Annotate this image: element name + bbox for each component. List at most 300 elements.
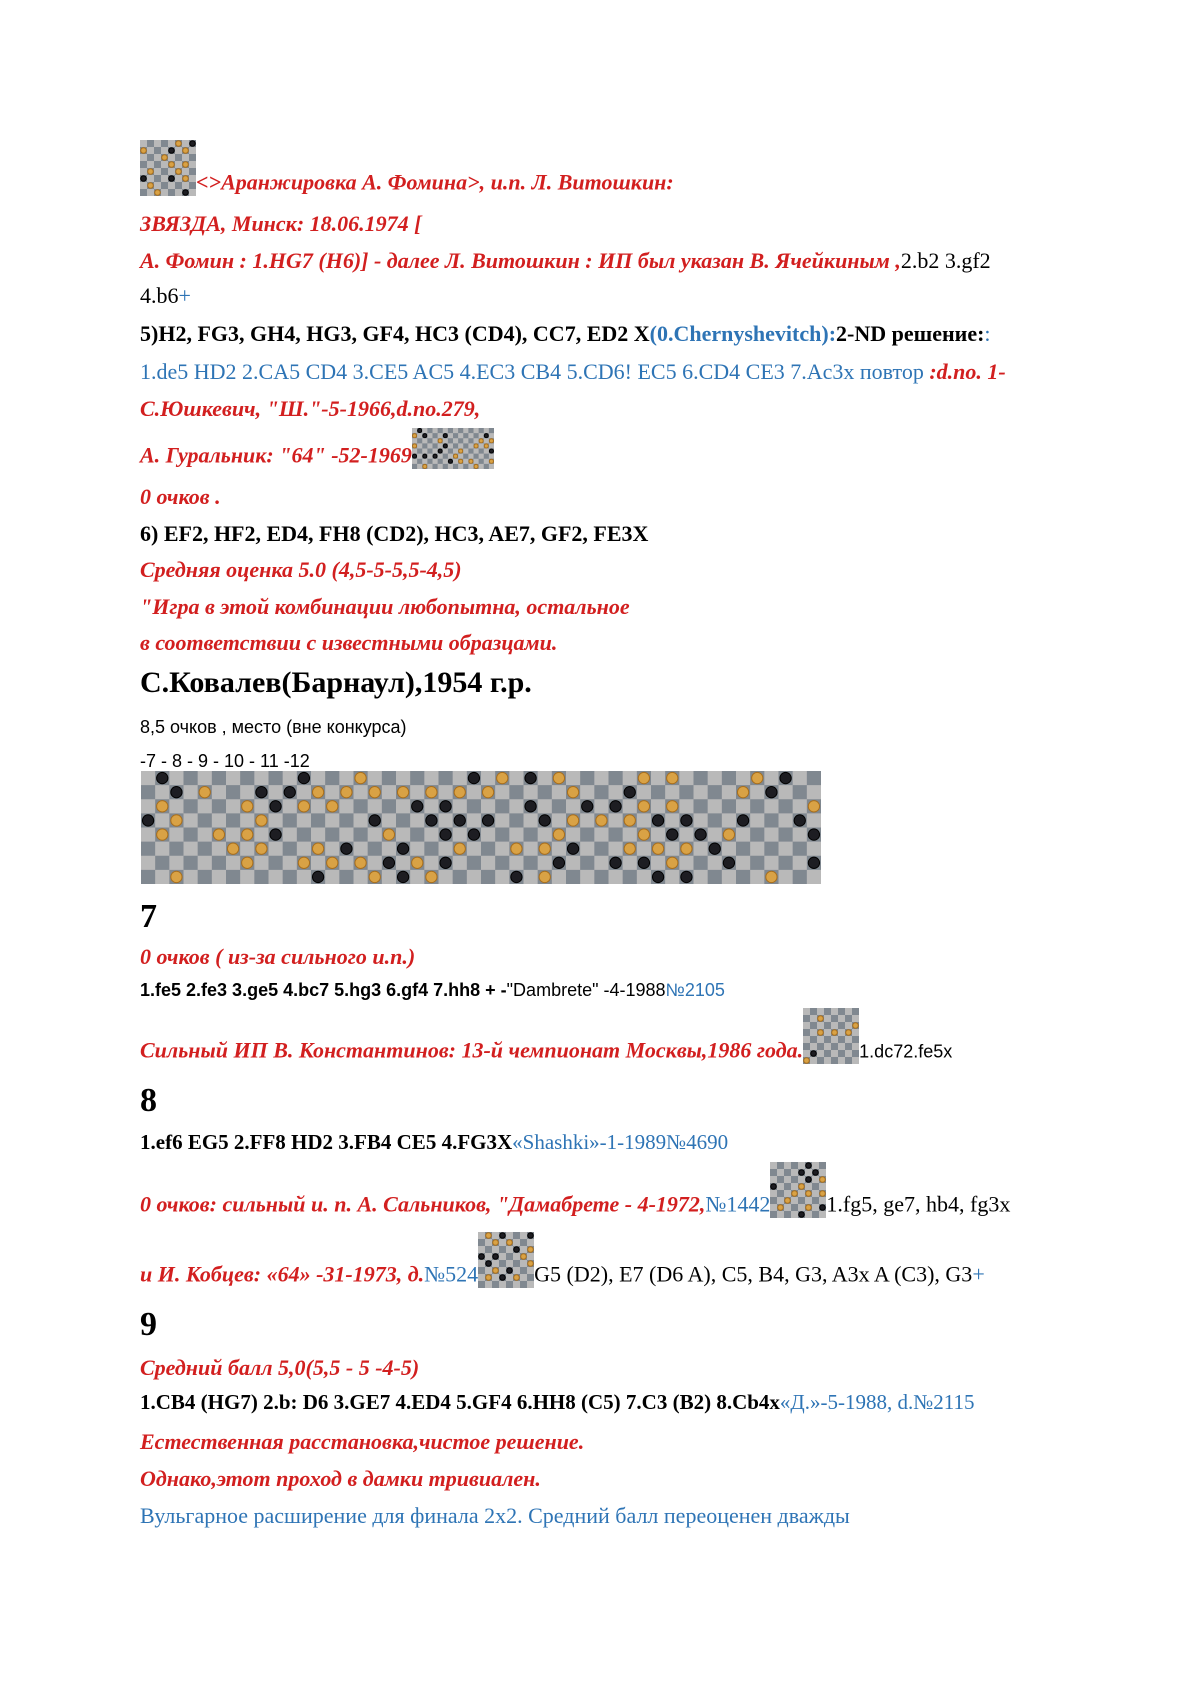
board-square bbox=[468, 449, 474, 455]
black-piece bbox=[652, 815, 663, 826]
board-square bbox=[651, 828, 666, 843]
board-square bbox=[637, 813, 652, 828]
board-square bbox=[240, 842, 255, 857]
board-square bbox=[513, 1253, 521, 1261]
problem8-solution bbox=[140, 1130, 728, 1155]
board-square bbox=[297, 870, 312, 884]
board-square bbox=[189, 182, 196, 190]
fomin-moves-2: 4.b6 bbox=[140, 283, 179, 308]
board-square bbox=[339, 870, 354, 884]
board-square bbox=[297, 828, 312, 843]
black-piece bbox=[610, 857, 621, 868]
board-square bbox=[424, 799, 439, 814]
problem7-number: 7 bbox=[140, 898, 157, 935]
white-piece bbox=[141, 148, 147, 154]
board-square bbox=[141, 799, 156, 814]
white-piece bbox=[528, 1247, 534, 1253]
problem5-position bbox=[140, 321, 991, 347]
board-square bbox=[448, 438, 454, 444]
board-square bbox=[722, 813, 737, 828]
board-square bbox=[810, 1015, 818, 1023]
board-square bbox=[154, 161, 162, 169]
board-square bbox=[473, 459, 479, 465]
problem8-number: 8 bbox=[140, 1082, 157, 1119]
white-piece bbox=[479, 439, 483, 443]
white-piece bbox=[528, 1261, 534, 1267]
board-square bbox=[283, 842, 298, 857]
board-square bbox=[184, 842, 199, 857]
board-square bbox=[443, 459, 449, 465]
board-square bbox=[492, 1246, 500, 1254]
board-square bbox=[538, 828, 553, 843]
white-piece bbox=[454, 787, 465, 798]
board-square bbox=[779, 828, 794, 843]
board-square bbox=[484, 459, 490, 465]
black-piece bbox=[270, 801, 281, 812]
board-square bbox=[845, 1057, 853, 1064]
board-square bbox=[651, 799, 666, 814]
problem5-guralnik bbox=[140, 428, 494, 469]
board-square bbox=[791, 1169, 799, 1177]
board-square bbox=[439, 842, 454, 857]
board-square bbox=[665, 842, 680, 857]
black-piece bbox=[443, 444, 447, 448]
board-square bbox=[777, 1190, 785, 1198]
board-square bbox=[694, 813, 709, 828]
board-square bbox=[637, 785, 652, 800]
board-square bbox=[485, 1253, 493, 1261]
white-piece bbox=[397, 787, 408, 798]
board-square bbox=[467, 799, 482, 814]
board-square bbox=[812, 1190, 820, 1198]
white-piece bbox=[497, 772, 508, 783]
black-piece bbox=[397, 843, 408, 854]
board-square bbox=[168, 182, 176, 190]
problem8-moves: 1.ef6 EG5 2.FF8 HD2 3.FB4 CE5 4.FG3X bbox=[140, 1130, 513, 1154]
board-square bbox=[845, 1036, 853, 1044]
board-square bbox=[838, 1008, 846, 1016]
board-square bbox=[473, 449, 479, 455]
white-piece bbox=[818, 1030, 824, 1036]
board-square bbox=[155, 785, 170, 800]
board-square bbox=[147, 154, 155, 162]
board-square bbox=[793, 828, 808, 843]
board-square bbox=[382, 799, 397, 814]
board-square bbox=[566, 870, 581, 884]
board-square bbox=[325, 771, 340, 786]
board-square bbox=[791, 1162, 799, 1170]
white-piece bbox=[183, 162, 189, 168]
board-square bbox=[566, 828, 581, 843]
white-piece bbox=[766, 871, 777, 882]
board-diagram-4 bbox=[770, 1162, 826, 1218]
board-square bbox=[311, 799, 326, 814]
board-square bbox=[458, 443, 464, 449]
board-square bbox=[484, 454, 490, 460]
board-square bbox=[463, 464, 469, 469]
board-square bbox=[458, 433, 464, 439]
board-square bbox=[524, 785, 539, 800]
black-piece bbox=[808, 829, 819, 840]
board-square bbox=[453, 856, 468, 871]
board-square bbox=[478, 464, 484, 469]
board-square bbox=[538, 856, 553, 871]
board-square bbox=[750, 870, 765, 884]
black-piece bbox=[681, 871, 692, 882]
white-piece bbox=[846, 1030, 852, 1036]
fomin-text: А. Фомин : 1.HG7 (H6)] - далее Л. Витошкин : ИП был указан В. Ячейкиным , bbox=[140, 248, 901, 273]
board-square bbox=[580, 828, 595, 843]
board-square bbox=[594, 828, 609, 843]
board-square bbox=[297, 813, 312, 828]
board-square bbox=[817, 1050, 825, 1058]
board-square bbox=[424, 828, 439, 843]
board-square bbox=[566, 799, 581, 814]
board-square bbox=[798, 1176, 806, 1184]
board-square bbox=[736, 799, 751, 814]
board-square bbox=[764, 813, 779, 828]
board-square bbox=[458, 428, 464, 434]
black-piece bbox=[799, 1170, 805, 1176]
white-piece bbox=[667, 772, 678, 783]
white-piece bbox=[507, 1240, 513, 1246]
board-square bbox=[722, 785, 737, 800]
board-square bbox=[838, 1050, 846, 1058]
board-square bbox=[812, 1162, 820, 1170]
board-square bbox=[722, 771, 737, 786]
board-square bbox=[184, 828, 199, 843]
problem9-comment-3: Вульгарное расширение для финала 2x2. Средний балл переоценен дважды bbox=[140, 1503, 850, 1528]
board-square bbox=[791, 1204, 799, 1212]
black-piece bbox=[417, 429, 421, 433]
white-piece bbox=[493, 1240, 499, 1246]
board-square bbox=[198, 828, 213, 843]
white-piece bbox=[199, 787, 210, 798]
board-square bbox=[509, 813, 524, 828]
board-square bbox=[499, 1239, 507, 1247]
black-piece bbox=[433, 454, 437, 458]
board-square bbox=[793, 870, 808, 884]
board-square bbox=[838, 1036, 846, 1044]
white-piece bbox=[312, 787, 323, 798]
board-square bbox=[520, 1232, 528, 1240]
board-square bbox=[805, 1183, 813, 1191]
board-square bbox=[485, 1281, 493, 1288]
board-square bbox=[506, 1253, 514, 1261]
board-square bbox=[226, 813, 241, 828]
board-square bbox=[427, 428, 433, 434]
board-square bbox=[168, 154, 176, 162]
white-piece bbox=[176, 169, 182, 175]
board-square bbox=[566, 771, 581, 786]
board-square bbox=[417, 464, 423, 469]
board-square bbox=[155, 813, 170, 828]
board-square bbox=[538, 785, 553, 800]
problem8-note-2 bbox=[140, 1232, 985, 1288]
board-square bbox=[427, 459, 433, 465]
black-piece bbox=[507, 1268, 513, 1274]
board-square bbox=[817, 1057, 825, 1064]
white-piece bbox=[539, 871, 550, 882]
problem5-ref-2: С.Юшкевич, "Ш."-5-1966,d.no.279, bbox=[140, 396, 481, 421]
board-square bbox=[141, 828, 156, 843]
board-square bbox=[694, 785, 709, 800]
white-piece bbox=[383, 829, 394, 840]
board-square bbox=[155, 842, 170, 857]
black-piece bbox=[813, 1170, 819, 1176]
white-piece bbox=[832, 1030, 838, 1036]
board-square bbox=[422, 443, 428, 449]
board-square bbox=[468, 438, 474, 444]
board-square bbox=[812, 1183, 820, 1191]
white-piece bbox=[778, 1205, 784, 1211]
board-square bbox=[831, 1022, 839, 1030]
board-square bbox=[453, 799, 468, 814]
board-square bbox=[453, 870, 468, 884]
problem5-score: 0 очков . bbox=[140, 484, 221, 509]
board-square bbox=[141, 842, 156, 857]
problem5-colon: : bbox=[984, 321, 991, 346]
white-piece bbox=[553, 829, 564, 840]
board-square bbox=[339, 799, 354, 814]
board-square bbox=[382, 870, 397, 884]
board-square bbox=[594, 842, 609, 857]
board-square bbox=[552, 842, 567, 857]
board-square bbox=[422, 428, 428, 434]
board-square bbox=[140, 154, 148, 162]
board-square bbox=[805, 1197, 813, 1205]
white-piece bbox=[667, 857, 678, 868]
board-square bbox=[439, 813, 454, 828]
board-square bbox=[468, 454, 474, 460]
board-square bbox=[831, 1008, 839, 1016]
black-piece bbox=[652, 871, 663, 882]
black-piece bbox=[695, 829, 706, 840]
board-square bbox=[198, 856, 213, 871]
black-piece bbox=[426, 815, 437, 826]
board-square bbox=[432, 443, 438, 449]
board-square bbox=[175, 189, 183, 196]
black-piece bbox=[369, 815, 380, 826]
white-piece bbox=[799, 1184, 805, 1190]
board-square bbox=[182, 168, 190, 176]
white-piece bbox=[489, 459, 493, 463]
white-piece bbox=[486, 1275, 492, 1281]
board-square bbox=[368, 828, 383, 843]
white-piece bbox=[412, 857, 423, 868]
arrangement-line bbox=[140, 140, 674, 196]
problem7-source: "Dambrete" -4-1988 bbox=[506, 980, 666, 1000]
board-square bbox=[439, 771, 454, 786]
board-square bbox=[513, 1281, 521, 1288]
board-square bbox=[845, 1008, 853, 1016]
board-square bbox=[484, 449, 490, 455]
board-square bbox=[154, 168, 162, 176]
board-square bbox=[382, 785, 397, 800]
board-square bbox=[484, 428, 490, 434]
board-square bbox=[538, 771, 553, 786]
problem6-position: 6) EF2, HF2, ED4, FH8 (CD2), HC3, AE7, GF2, FE3X bbox=[140, 521, 649, 546]
board-square bbox=[396, 771, 411, 786]
board-square bbox=[184, 870, 199, 884]
board-square bbox=[722, 799, 737, 814]
board-square bbox=[212, 799, 227, 814]
board-square bbox=[817, 1008, 825, 1016]
board-square bbox=[609, 813, 624, 828]
board-square bbox=[694, 856, 709, 871]
problem8-note-2-plus: + bbox=[972, 1261, 985, 1287]
black-piece bbox=[448, 459, 452, 463]
board-square bbox=[175, 154, 183, 162]
board-square bbox=[443, 464, 449, 469]
board-square bbox=[798, 1204, 806, 1212]
board-square bbox=[467, 842, 482, 857]
problem5-second-solution: 2-ND решение: bbox=[836, 321, 985, 346]
white-piece bbox=[453, 454, 457, 458]
board-square bbox=[468, 443, 474, 449]
white-piece bbox=[227, 843, 238, 854]
board-square bbox=[184, 799, 199, 814]
black-piece bbox=[412, 454, 416, 458]
white-piece bbox=[458, 459, 462, 463]
problem6-comment-1: "Игра в этой комбинации любопытна, остальное bbox=[140, 594, 630, 619]
author-score: 8,5 очков , место (вне конкурса) bbox=[140, 717, 407, 737]
board-square bbox=[453, 828, 468, 843]
board-square bbox=[594, 785, 609, 800]
white-piece bbox=[667, 801, 678, 812]
board-square bbox=[824, 1015, 832, 1023]
board-square bbox=[443, 428, 449, 434]
board-square bbox=[506, 1232, 514, 1240]
problem7-note bbox=[140, 1008, 952, 1064]
board-square bbox=[807, 842, 821, 857]
board-square bbox=[412, 459, 418, 465]
black-piece bbox=[723, 857, 734, 868]
board-square bbox=[311, 813, 326, 828]
board-square bbox=[495, 870, 510, 884]
board-square bbox=[448, 449, 454, 455]
board-square bbox=[226, 856, 241, 871]
board-square bbox=[478, 459, 484, 465]
black-piece bbox=[794, 815, 805, 826]
board-square bbox=[594, 856, 609, 871]
board-square bbox=[499, 1260, 507, 1268]
board-square bbox=[810, 1022, 818, 1030]
white-piece bbox=[242, 829, 253, 840]
board-square bbox=[481, 828, 496, 843]
board-square bbox=[427, 449, 433, 455]
board-square bbox=[189, 147, 196, 155]
board-square bbox=[803, 1050, 811, 1058]
white-piece bbox=[596, 815, 607, 826]
board-square bbox=[297, 785, 312, 800]
board-square bbox=[437, 443, 443, 449]
board-square bbox=[140, 140, 148, 148]
black-piece bbox=[157, 772, 168, 783]
black-piece bbox=[486, 1261, 492, 1267]
black-piece bbox=[582, 801, 593, 812]
board-square bbox=[798, 1197, 806, 1205]
board-square bbox=[175, 175, 183, 183]
black-piece bbox=[438, 449, 442, 453]
board-square bbox=[594, 870, 609, 884]
board-square bbox=[764, 799, 779, 814]
black-piece bbox=[624, 787, 635, 798]
board-square bbox=[779, 785, 794, 800]
board-square bbox=[226, 828, 241, 843]
board-square bbox=[777, 1197, 785, 1205]
board-square bbox=[463, 459, 469, 465]
white-piece bbox=[454, 843, 465, 854]
board-square bbox=[254, 828, 269, 843]
white-piece bbox=[539, 843, 550, 854]
board-square bbox=[154, 147, 162, 155]
black-piece bbox=[440, 857, 451, 868]
board-square bbox=[779, 842, 794, 857]
board-square bbox=[189, 175, 196, 183]
problem8-note-2-text: и И. Кобцев: «64» -31-1973, д. bbox=[140, 1261, 425, 1287]
board-square bbox=[198, 870, 213, 884]
board-square bbox=[382, 813, 397, 828]
board-square bbox=[509, 828, 524, 843]
board-square bbox=[453, 438, 459, 444]
board-square bbox=[552, 785, 567, 800]
board-square bbox=[396, 799, 411, 814]
board-square bbox=[478, 1260, 486, 1268]
board-square bbox=[147, 189, 155, 196]
problem5-pieces: 5)H2, FG3, GH4, HG3, GF4, HC3 (CD4), CC7, ED2 X bbox=[140, 321, 650, 346]
board-square bbox=[824, 1029, 832, 1037]
board-square bbox=[155, 870, 170, 884]
board-square bbox=[424, 856, 439, 871]
board-square bbox=[212, 856, 227, 871]
board-square bbox=[473, 428, 479, 434]
board-square bbox=[803, 1008, 811, 1016]
board-square bbox=[513, 1232, 521, 1240]
board-square bbox=[325, 813, 340, 828]
board-square bbox=[845, 1015, 853, 1023]
board-square bbox=[443, 438, 449, 444]
black-piece bbox=[610, 801, 621, 812]
problem8-note-2-number: №524 bbox=[424, 1261, 479, 1287]
board-square bbox=[175, 147, 183, 155]
white-piece bbox=[752, 772, 763, 783]
black-piece bbox=[142, 815, 153, 826]
board-square bbox=[396, 856, 411, 871]
black-piece bbox=[766, 787, 777, 798]
board-square bbox=[609, 785, 624, 800]
board-square bbox=[807, 870, 821, 884]
board-square bbox=[212, 842, 227, 857]
board-square bbox=[427, 454, 433, 460]
board-square bbox=[484, 438, 490, 444]
white-piece bbox=[355, 857, 366, 868]
black-piece bbox=[511, 871, 522, 882]
board-square bbox=[524, 828, 539, 843]
board-diagram-5 bbox=[478, 1232, 534, 1288]
board-square bbox=[468, 428, 474, 434]
board-square bbox=[311, 856, 326, 871]
problem8-note-1-moves: 1.fg5, ge7, hb4, fg3x bbox=[826, 1191, 1011, 1217]
board-square bbox=[424, 842, 439, 857]
board-square bbox=[651, 771, 666, 786]
problem9-source: «Д.»-5-1988, d.№2115 bbox=[779, 1390, 975, 1414]
board-square bbox=[770, 1204, 778, 1212]
board-square bbox=[432, 449, 438, 455]
board-square bbox=[467, 813, 482, 828]
board-square bbox=[499, 1267, 507, 1275]
board-square bbox=[481, 771, 496, 786]
